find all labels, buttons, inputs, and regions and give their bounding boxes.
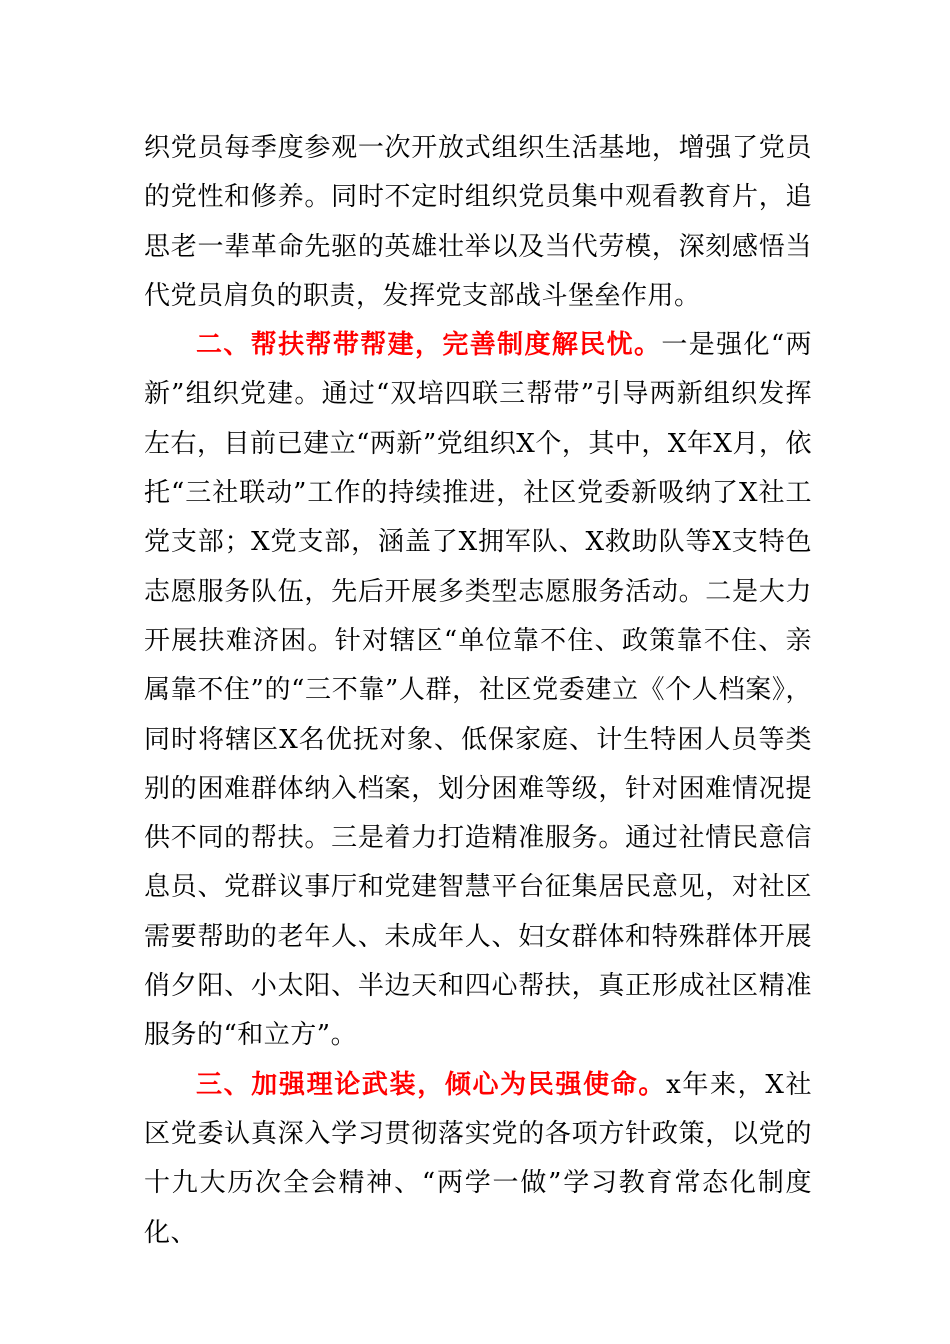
section-heading: 三、加强理论武装，倾心为民强使命。 [196, 1069, 667, 1100]
paragraph-section-two [144, 321, 812, 1060]
paragraph-text: 一是强化“两新”组织党建。通过“双培四联三帮带”引导两新组织发挥左右，目前已建立“两新”党组织X个，其中，X年X月，依托“三社联动”工作的持续推进，社区党委新吸纳了X社工党支部；X党支部，涵盖了X拥军队、X救助队等X支特色志愿服务队伍，先后开展多类型志愿服务活动。二是大力开展扶难济困。针对辖区“单位靠不住、政策靠不住、亲属靠不住”的“三不靠”人群，社区党委建立《个人档案》，同时将辖区X名优抚对象、低保家庭、计生特困人员等类别的困难群体纳入档案，划分困难等级，针对困难情况提供不同的帮扶。三是着力打造精准服务。通过社情民意信息员、党群议事厅和党建智慧平台征集居民意见，对社区需要帮助的老年人、未成年人、妇女群体和特殊群体开展俏夕阳、小太阳、半边天和四心帮扶，真正形成社区精准服务的“和立方”。 [144, 330, 812, 1051]
paragraph-text: x年来，X社区党委认真深入学习贯彻落实党的各项方针政策，以党的十九大历次全会精神、“两学一做”学习教育常态化制度化、 [144, 1069, 812, 1248]
section-heading: 二、帮扶帮带帮建，完善制度解民忧。 [196, 330, 662, 361]
document-body [144, 124, 812, 1258]
paragraph-text: 织党员每季度参观一次开放式组织生活基地，增强了党员的党性和修养。同时不定时组织党员集中观看教育片，追思老一辈革命先驱的英雄壮举以及当代劳模，深刻感悟当代党员肩负的职责，发挥党支部战斗堡垒作用。 [144, 133, 812, 311]
paragraph-section-three [144, 1061, 812, 1258]
paragraph-continuation [144, 124, 812, 321]
